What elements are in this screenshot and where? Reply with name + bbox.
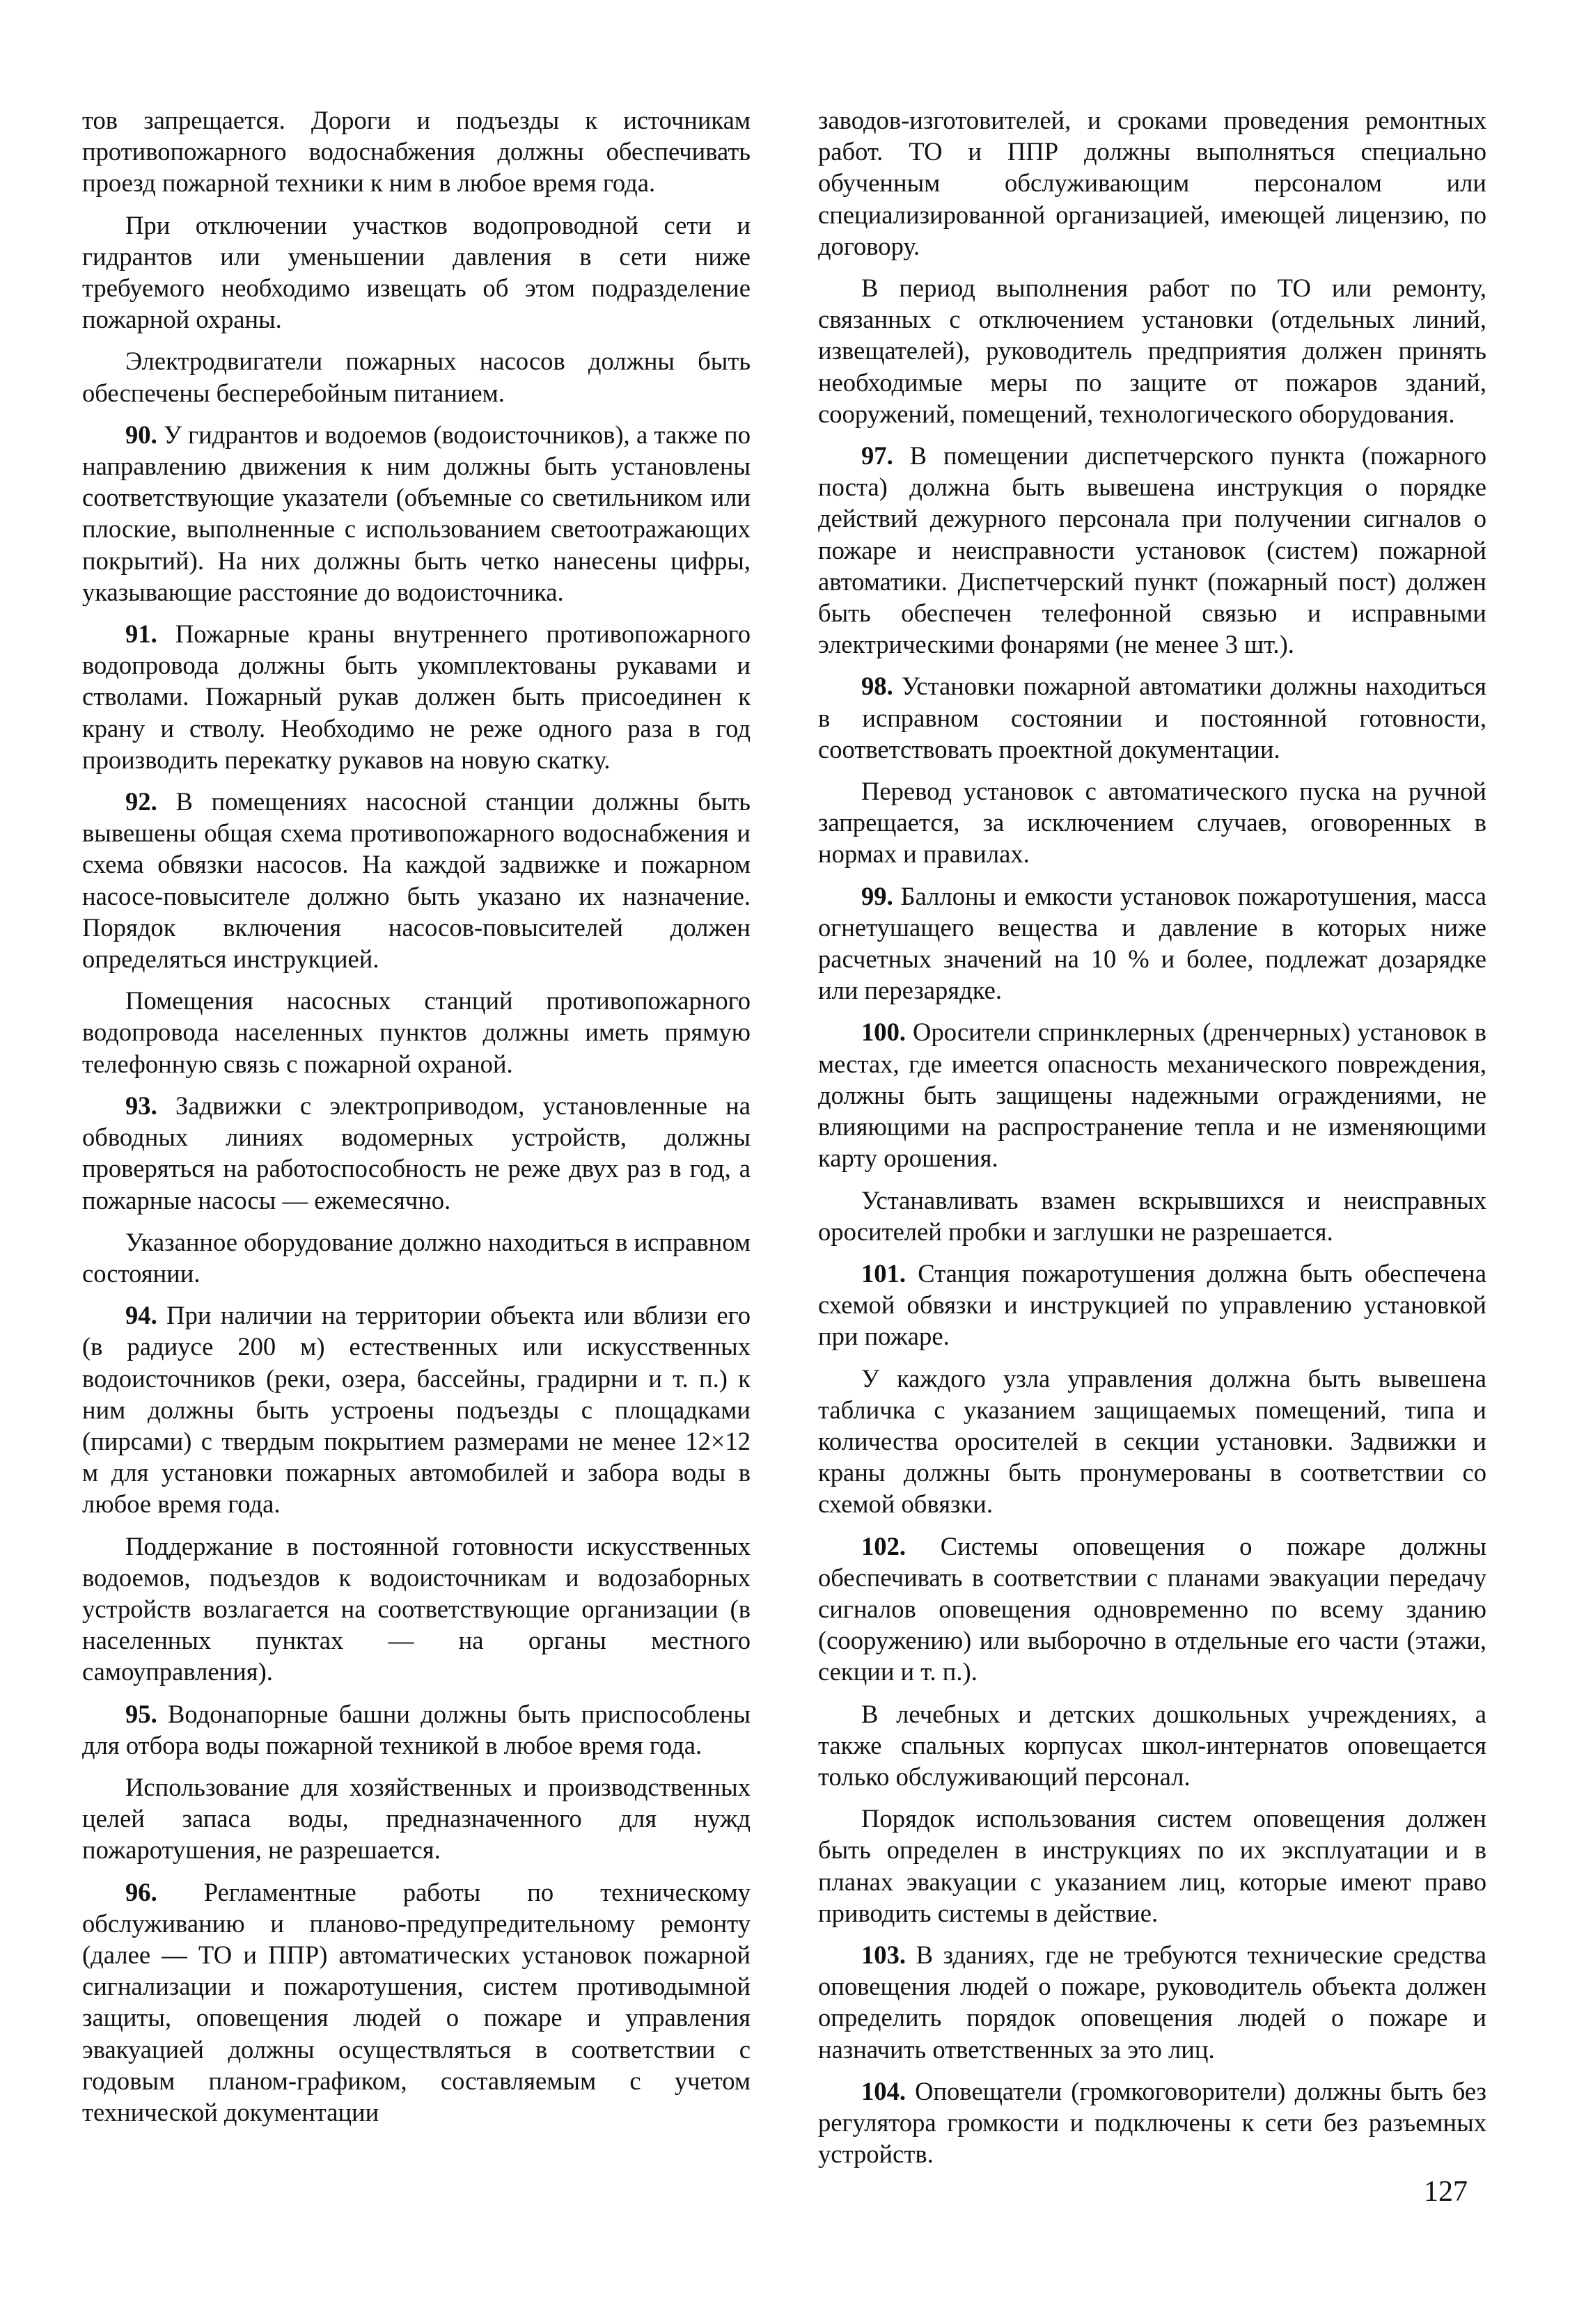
paragraph bbox=[818, 880, 1486, 1006]
paragraph-text: Поддержание в постоянной готовности искусственных водоемов, подъездов к водоисточникам и водозаборных устройств возлагается на соответствующие организации (в населенных пунктах — на органы местного самоуправления). bbox=[82, 1531, 751, 1686]
clause-number: 91. bbox=[125, 619, 157, 649]
clause-number: 94. bbox=[125, 1301, 157, 1330]
paragraph bbox=[818, 1258, 1486, 1352]
clause-number: 95. bbox=[125, 1699, 157, 1728]
paragraph bbox=[818, 1016, 1486, 1173]
paragraph bbox=[818, 1939, 1486, 2065]
paragraph bbox=[82, 618, 751, 775]
paragraph bbox=[818, 440, 1486, 660]
paragraph bbox=[82, 1531, 751, 1688]
paragraph bbox=[818, 1698, 1486, 1793]
paragraph-text: У каждого узла управления должна быть вывешена табличка с указанием защищаемых помещений, типа и количества оросителей в секции установки. Задвижки и краны должны быть пронумерованы в соответствии со схемой обвязки. bbox=[818, 1363, 1486, 1519]
paragraph-text: Перевод установок с автоматического пуска на ручной запрещается, за исключением случаев, оговоренных в нормах и правилах. bbox=[818, 777, 1486, 869]
clause-number: 96. bbox=[125, 1877, 157, 1906]
clause-number: 98. bbox=[861, 672, 893, 701]
paragraph bbox=[818, 1185, 1486, 1247]
left-column bbox=[82, 104, 751, 2138]
paragraph-text: Порядок использования систем оповещения должен быть определен в инструкциях по их эксплуатации и в планах эвакуации с указанием лиц, которые имеют право приводить системы в действие. bbox=[818, 1804, 1486, 1927]
page-number: 127 bbox=[1424, 2176, 1468, 2208]
clause-number: 92. bbox=[125, 787, 157, 816]
paragraph-text: Указанное оборудование должно находиться в исправном состоянии. bbox=[82, 1227, 751, 1288]
paragraph-text: Оросители спринклерных (дренчерных) установок в местах, где имеется опасность механического повреждения, должны быть защищены надежными ограждениями, не влияющими на распространение тепла и не изменяющими карту орошения. bbox=[818, 1018, 1486, 1173]
paragraph-text: В помещениях насосной станции должны быть вывешены общая схема противопожарного водоснабжения и схема обвязки насосов. На каждой задвижке и пожарном насосе-повысителе должно быть указано их назначение. Порядок включения насосов-повысителей должен определяться инструкцией. bbox=[82, 787, 751, 974]
paragraph-text: Оповещатели (громкоговорители) должны быть без регулятора громкости и подключены к сети без разъемных устройств. bbox=[818, 2076, 1486, 2169]
paragraph bbox=[818, 1363, 1486, 1520]
paragraph-text: В зданиях, где не требуются технические средства оповещения людей о пожаре, руководитель объекта должен определить порядок оповещения людей о пожаре и назначить ответственных за это лиц. bbox=[818, 1940, 1486, 2064]
clause-number: 100. bbox=[861, 1018, 906, 1047]
clause-number: 99. bbox=[861, 881, 893, 910]
paragraph-text: В период выполнения работ по ТО или ремонту, связанных с отключением установки (отдельных линий, извещателей), руководитель предприятия должен принять необходимые меры по защите от пожаров зданий, сооружений, помещений, технологического оборудования. bbox=[818, 274, 1486, 428]
paragraph bbox=[82, 1698, 751, 1761]
paragraph bbox=[82, 210, 751, 335]
paragraph-text: Электродвигатели пожарных насосов должны быть обеспечены бесперебойным питанием. bbox=[82, 347, 751, 407]
clause-number: 104. bbox=[861, 2076, 906, 2105]
clause-number: 90. bbox=[125, 420, 157, 449]
paragraph-text: В лечебных и детских дошкольных учреждениях, а также спальных корпусах школ-интернатов оповещается только обслуживающий персонал. bbox=[818, 1699, 1486, 1791]
paragraph bbox=[818, 104, 1486, 262]
paragraph-text: При наличии на территории объекта или вблизи его (в радиусе 200 м) естественных или искусственных водоисточников (реки, озера, бассейны, градирни и т. п.) к ним должны быть устроены подъезды с площадками (пирсами) с твердым покрытием размерами не менее 12×12 м для установки пожарных автомобилей и забора воды в любое время года. bbox=[82, 1301, 751, 1519]
paragraph-text: заводов-изготовителей, и сроками проведения ремонтных работ. ТО и ППР должны выполняться специально обученным обслуживающим персоналом или специализированной организацией, имеющей лицензию, по договору. bbox=[818, 106, 1486, 260]
paragraph bbox=[818, 2076, 1486, 2170]
paragraph bbox=[82, 786, 751, 974]
paragraph-text: Водонапорные башни должны быть приспособлены для отбора воды пожарной техникой в любое время года. bbox=[82, 1699, 751, 1760]
paragraph bbox=[82, 1876, 751, 2128]
paragraph bbox=[82, 1090, 751, 1216]
right-column bbox=[818, 104, 1486, 2180]
paragraph-text: тов запрещается. Дороги и подъезды к источникам противопожарного водоснабжения должны обеспечивать проезд пожарной техники к ним в любое время года. bbox=[82, 106, 751, 198]
paragraph bbox=[82, 985, 751, 1080]
paragraph bbox=[818, 670, 1486, 765]
clause-number: 103. bbox=[861, 1940, 906, 1969]
paragraph bbox=[82, 1771, 751, 1866]
paragraph-text: Использование для хозяйственных и производственных целей запаса воды, предназначенного для нужд пожаротушения, не разрешается. bbox=[82, 1772, 751, 1865]
clause-number: 101. bbox=[861, 1258, 906, 1288]
paragraph bbox=[818, 272, 1486, 429]
paragraph bbox=[82, 1299, 751, 1519]
paragraph bbox=[82, 419, 751, 608]
paragraph-text: В помещении диспетчерского пункта (пожарного поста) должна быть вывешена инструкция о порядке действий дежурного персонала при получении сигналов о пожаре и неисправности установок (систем) пожарной автоматики. Диспетчерский пункт (пожарный пост) должен быть обеспечен телефонной связью и исправными электрическими фонарями (не менее 3 шт.). bbox=[818, 441, 1486, 659]
paragraph-text: У гидрантов и водоемов (водоисточников), а также по направлению движения к ним должны быть установлены соответствующие указатели (объемные со светильником или плоские, выполненные с использованием светоотражающих покрытий). На них должны быть четко нанесены цифры, указывающие расстояние до водоисточника. bbox=[82, 420, 751, 606]
clause-number: 102. bbox=[861, 1531, 906, 1560]
clause-number: 93. bbox=[125, 1091, 157, 1120]
paragraph-text: Пожарные краны внутреннего противопожарного водопровода должны быть укомплектованы рукавами и стволами. Пожарный рукав должен быть присоединен к крану и стволу. Необходимо не реже одного раза в год производить перекатку рукавов на новую скатку. bbox=[82, 619, 751, 774]
paragraph-text: Станция пожаротушения должна быть обеспечена схемой обвязки и инструкцией по управлению установкой при пожаре. bbox=[818, 1258, 1486, 1351]
paragraph-text: Системы оповещения о пожаре должны обеспечивать в соответствии с планами эвакуации передачу сигналов оповещения одновременно по всему зданию (сооружению) или выборочно в отдельные его части (этажи, секции и т. п.). bbox=[818, 1531, 1486, 1686]
paragraph-text: Баллоны и емкости установок пожаротушения, масса огнетушащего вещества и давление в которых ниже расчетных значений на 10 % и более, подлежат дозарядке или перезарядке. bbox=[818, 881, 1486, 1005]
paragraph bbox=[818, 1803, 1486, 1929]
paragraph bbox=[818, 775, 1486, 870]
paragraph-text: Задвижки с электроприводом, установленные на обводных линиях водомерных устройств, должны проверяться на работоспособность не реже двух раз в год, а пожарные насосы — ежемесячно. bbox=[82, 1091, 751, 1215]
paragraph-text: При отключении участков водопроводной сети и гидрантов или уменьшении давления в сети ниже требуемого необходимо извещать об этом подразделение пожарной охраны. bbox=[82, 210, 751, 334]
paragraph bbox=[82, 345, 751, 408]
paragraph-text: Устанавливать взамен вскрывшихся и неисправных оросителей пробки и заглушки не разрешается. bbox=[818, 1185, 1486, 1246]
paragraph-text: Установки пожарной автоматики должны находиться в исправном состоянии и постоянной готовности, соответствовать проектной документации. bbox=[818, 672, 1486, 764]
paragraph-text: Регламентные работы по техническому обслуживанию и планово-предупредительному ремонту (далее — ТО и ППР) автоматических установок пожарной сигнализации и пожаротушения, систем противодымной защиты, оповещения людей о пожаре и управления эвакуацией должны осуществляться в соответствии с годовым планом-графиком, составляемым с учетом технической документации bbox=[82, 1877, 751, 2126]
clause-number: 97. bbox=[861, 441, 893, 471]
paragraph bbox=[82, 104, 751, 199]
paragraph-text: Помещения насосных станций противопожарного водопровода населенных пунктов должны иметь прямую телефонную связь с пожарной охраной. bbox=[82, 986, 751, 1078]
paragraph bbox=[818, 1531, 1486, 1688]
paragraph bbox=[82, 1226, 751, 1289]
